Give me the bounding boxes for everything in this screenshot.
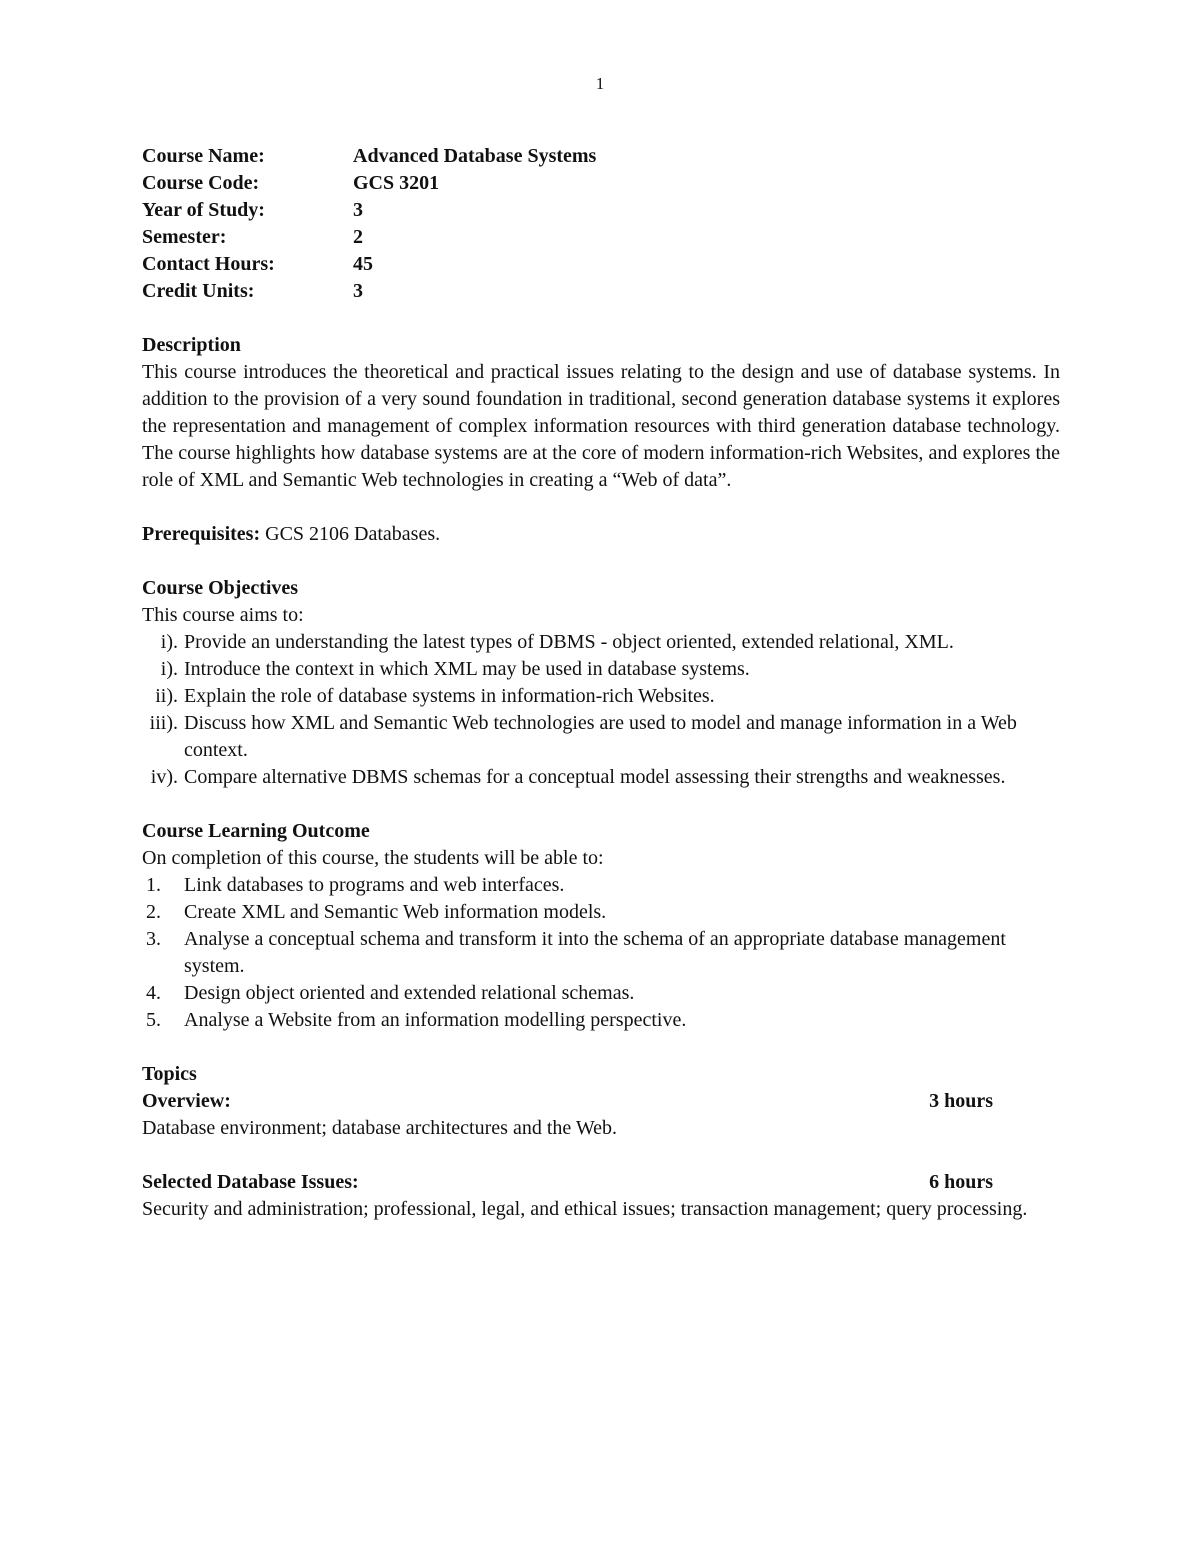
course-info-value: 3: [353, 199, 363, 221]
prerequisites: [142, 521, 1060, 548]
list-item-text: Link databases to programs and web interfaces.: [184, 874, 565, 896]
course-info-label: Year of Study:: [142, 199, 265, 221]
description-text: This course introduces the theoretical and practical issues relating to the design and use of database systems. In addition to the provision of a very sound foundation in traditional, second generation database systems it explores the representation and management of complex information resources with third generation database technology. The course highlights how database systems are at the core of modern information-rich Websites, and explores the role of XML and Semantic Web technologies in creating a “Web of data”.: [142, 361, 1060, 491]
course-info-row: [142, 251, 1060, 278]
list-item: [142, 980, 1060, 1007]
list-marker: 3.: [146, 928, 161, 950]
prerequisites-label: Prerequisites:: [142, 523, 261, 545]
list-item-text: Introduce the context in which XML may be used in database systems.: [184, 658, 750, 680]
course-info-value: GCS 3201: [353, 172, 440, 194]
list-item: [142, 1007, 1060, 1034]
course-info-label: Semester:: [142, 226, 227, 248]
list-item-text: Provide an understanding the latest types of DBMS - object oriented, extended relational, XML.: [184, 631, 954, 653]
list-item: [142, 683, 1060, 710]
topic-hours: 6 hours: [929, 1171, 993, 1193]
list-marker: 5.: [146, 1009, 161, 1031]
course-info-row: [142, 143, 1060, 170]
topic-text: Database environment; database architectures and the Web.: [142, 1117, 618, 1139]
course-info-label: Course Code:: [142, 172, 260, 194]
list-marker: i).: [160, 631, 178, 653]
course-info-row: [142, 224, 1060, 251]
topic-text: Security and administration; professional, legal, and ethical issues; transaction management; query processing.: [142, 1198, 1028, 1220]
topic-block: [142, 1088, 1060, 1142]
course-info-row: [142, 170, 1060, 197]
topic-header: [142, 1088, 993, 1115]
list-marker: iii).: [149, 712, 178, 734]
list-item: [142, 656, 1060, 683]
course-info-value: 2: [353, 226, 363, 248]
topic-title: Selected Database Issues:: [142, 1171, 359, 1193]
course-info-row: [142, 197, 1060, 224]
list-marker: 2.: [146, 901, 161, 923]
list-item: [142, 629, 1060, 656]
list-marker: i).: [160, 658, 178, 680]
list-item-text: Explain the role of database systems in information-rich Websites.: [184, 685, 715, 707]
list-item-text: Discuss how XML and Semantic Web technologies are used to model and manage information in a Web context.: [184, 712, 1017, 761]
course-info-label: Contact Hours:: [142, 253, 275, 275]
objectives-list: [142, 629, 1060, 791]
page-number: 1: [595, 74, 605, 93]
list-item-text: Create XML and Semantic Web information models.: [184, 901, 607, 923]
outcomes-heading: Course Learning Outcome: [142, 820, 370, 842]
list-item-text: Compare alternative DBMS schemas for a conceptual model assessing their strengths and weaknesses.: [184, 766, 1006, 788]
list-item: [142, 764, 1060, 791]
topic-title: Overview:: [142, 1090, 231, 1112]
list-item-text: Design object oriented and extended relational schemas.: [184, 982, 635, 1004]
course-info-label: Credit Units:: [142, 280, 255, 302]
list-item: [142, 872, 1060, 899]
course-info-value: 3: [353, 280, 363, 302]
list-item: [142, 710, 1060, 764]
list-item-text: Analyse a conceptual schema and transform it into the schema of an appropriate database management system.: [184, 928, 1006, 977]
list-item: [142, 926, 1060, 980]
course-info-value: 45: [353, 253, 373, 275]
outcomes-list: [142, 872, 1060, 1034]
prerequisites-text: GCS 2106 Databases.: [260, 523, 441, 545]
course-info-value: Advanced Database Systems: [353, 145, 597, 167]
list-marker: 4.: [146, 982, 161, 1004]
topic-hours: 3 hours: [929, 1090, 993, 1112]
list-marker: ii).: [155, 685, 178, 707]
course-info-table: [142, 143, 1060, 305]
topic-header: [142, 1169, 993, 1196]
objectives-intro: This course aims to:: [142, 604, 304, 626]
topics-heading: Topics: [142, 1063, 197, 1085]
list-marker: iv).: [150, 766, 178, 788]
outcomes-intro: On completion of this course, the students will be able to:: [142, 847, 604, 869]
objectives-heading: Course Objectives: [142, 577, 299, 599]
course-info-label: Course Name:: [142, 145, 265, 167]
page-content: [142, 143, 1060, 1223]
topic-block: [142, 1169, 1060, 1223]
list-item: [142, 899, 1060, 926]
list-item-text: Analyse a Website from an information modelling perspective.: [184, 1009, 687, 1031]
list-marker: 1.: [146, 874, 161, 896]
course-info-row: [142, 278, 1060, 305]
description-heading: Description: [142, 334, 241, 356]
